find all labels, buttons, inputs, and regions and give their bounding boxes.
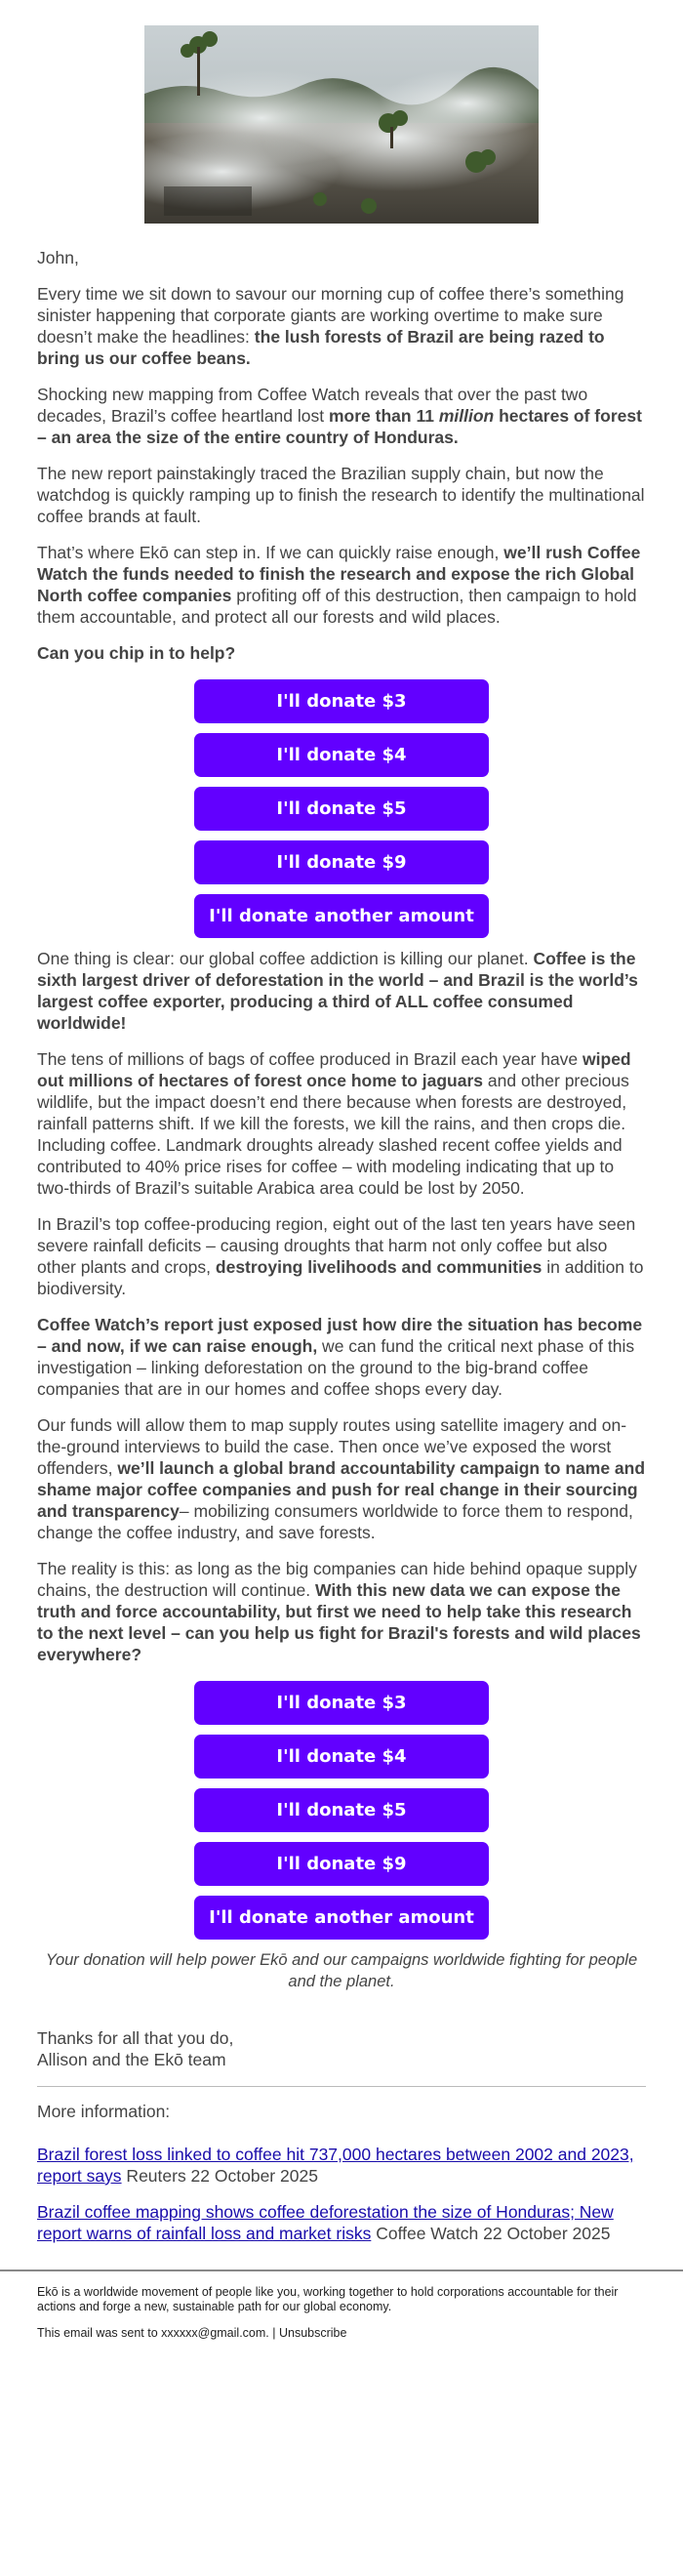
mapping-paragraph: Shocking new mapping from Coffee Watch reveals that over the past two decades, Brazil’s coffee heartland lost more than 11 million hectares of forest – an area the size of the entire country of Honduras.	[37, 385, 642, 447]
donate-buttons-bottom	[37, 1681, 646, 1940]
more-info-heading: More information:	[37, 2102, 171, 2121]
donate-4-button[interactable]: I'll donate $4	[194, 733, 489, 777]
footer-about: Ekō is a worldwide movement of people like you, working together to hold corporations accountable for their actions and forge a new, sustainable path for our global economy.	[37, 2285, 619, 2313]
donate-other-amount-button[interactable]: I'll donate another amount	[194, 894, 489, 938]
donate-4-button[interactable]: I'll donate $4	[194, 1735, 489, 1779]
donation-note: Your donation will help power Ekō and our campaigns worldwide fighting for people and the planet.	[45, 1951, 638, 1990]
email-footer	[0, 2269, 683, 2341]
rainfall-paragraph: In Brazil’s top coffee-producing region, eight out of the last ten years have seen severe rainfall deficits – causing droughts that harm not only coffee but also other plants and crops, destroying livelihoods and communities in addition to biodiversity.	[37, 1214, 644, 1298]
donation-ask: Can you chip in to help?	[37, 643, 236, 663]
reality-paragraph: The reality is this: as long as the big companies can hide behind opaque supply chains, the destruction will continue. With this new data we can expose the truth and force accountability, but first we need to help take this research to the next level – can you help us fight for Brazil's forests and wild places everywhere?	[37, 1559, 641, 1664]
divider	[37, 2086, 646, 2087]
next-phase-paragraph: Coffee Watch’s report just exposed just how dire the situation has become – and now, if we can raise enough, we can fund the critical next phase of this investigation – linking deforestation on the ground to the big-brand coffee companies that are in our homes and coffee shops every day.	[37, 1315, 643, 1399]
donate-3-button[interactable]: I'll donate $3	[194, 679, 489, 723]
intro-paragraph: Every time we sit down to savour our morning cup of coffee there’s something sinister happening that corporate giants are working overtime to make sure doesn’t make the headlines: the lush forests of Brazil are being razed to bring us our coffee beans.	[37, 284, 624, 368]
source-link-coffee-watch[interactable]: Brazil coffee mapping shows coffee deforestation the size of Honduras; New report warns of rainfall loss and market risks	[37, 2202, 614, 2243]
email-body	[0, 25, 683, 2341]
donate-3-button[interactable]: I'll donate $3	[194, 1681, 489, 1725]
source-item: Brazil forest loss linked to coffee hit 737,000 hectares between 2002 and 2023, report says Reuters 22 October 2025	[37, 2145, 634, 2186]
report-paragraph: The new report painstakingly traced the Brazilian supply chain, but now the watchdog is quickly ramping up to finish the research to identify the multinational coffee brands at fault.	[37, 464, 645, 526]
donate-other-amount-button[interactable]: I'll donate another amount	[194, 1896, 489, 1940]
source-item: Brazil coffee mapping shows coffee deforestation the size of Honduras; New report warns of rainfall loss and market risks Coffee Watch 22 October 2025	[37, 2202, 614, 2243]
signoff-thanks: Thanks for all that you do,	[37, 2028, 234, 2048]
forest-fire-hero-image	[144, 25, 539, 224]
footer-sent-to: This email was sent to xxxxxx@gmail.com. | Unsubscribe	[37, 2326, 347, 2340]
donate-9-button[interactable]: I'll donate $9	[194, 1842, 489, 1886]
donate-5-button[interactable]: I'll donate $5	[194, 787, 489, 831]
signoff-signature: Allison and the Ekō team	[37, 2050, 226, 2069]
unsubscribe-link[interactable]: Unsubscribe	[278, 2326, 347, 2340]
greeting: John,	[37, 248, 79, 267]
campaign-paragraph: Our funds will allow them to map supply routes using satellite imagery and on-the-ground interviews to build the case. Then once we’ve exposed the worst offenders, we’ll launch a global brand accountability campaign to name and shame major coffee companies and push for real change in their sourcing and transparency– mobilizing consumers worldwide to force them to respond, change the coffee industry, and save forests.	[37, 1415, 646, 1542]
donate-buttons-top	[37, 679, 646, 938]
eko-step-in-paragraph: That’s where Ekō can step in. If we can quickly raise enough, we’ll rush Coffee Watch the funds needed to finish the research and expose the rich Global North coffee companies profiting off of this destruction, then campaign to hold them accountable, and protect all our forests and wild places.	[37, 543, 641, 627]
addiction-paragraph: One thing is clear: our global coffee addiction is killing our planet. Coffee is the sixth largest driver of deforestation in the world – and Brazil is the world’s largest coffee exporter, producing a third of ALL coffee consumed worldwide!	[37, 949, 638, 1033]
donate-5-button[interactable]: I'll donate $5	[194, 1788, 489, 1832]
jaguars-paragraph: The tens of millions of bags of coffee produced in Brazil each year have wiped out millions of hectares of forest once home to jaguars and other precious wildlife, but the impact doesn’t end there because when forests are destroyed, rainfall patterns shift. If we kill the forests, we kill the rains, and then crops die. Including coffee. Landmark droughts already slashed recent coffee yields and contributed to 40% price rises for coffee – with modeling indicating that up to two-thirds of Brazil’s suitable Arabica area could be lost by 2050.	[37, 1049, 631, 1198]
source-link-reuters[interactable]: Brazil forest loss linked to coffee hit 737,000 hectares between 2002 and 2023, report says	[37, 2145, 634, 2186]
donate-9-button[interactable]: I'll donate $9	[194, 840, 489, 884]
